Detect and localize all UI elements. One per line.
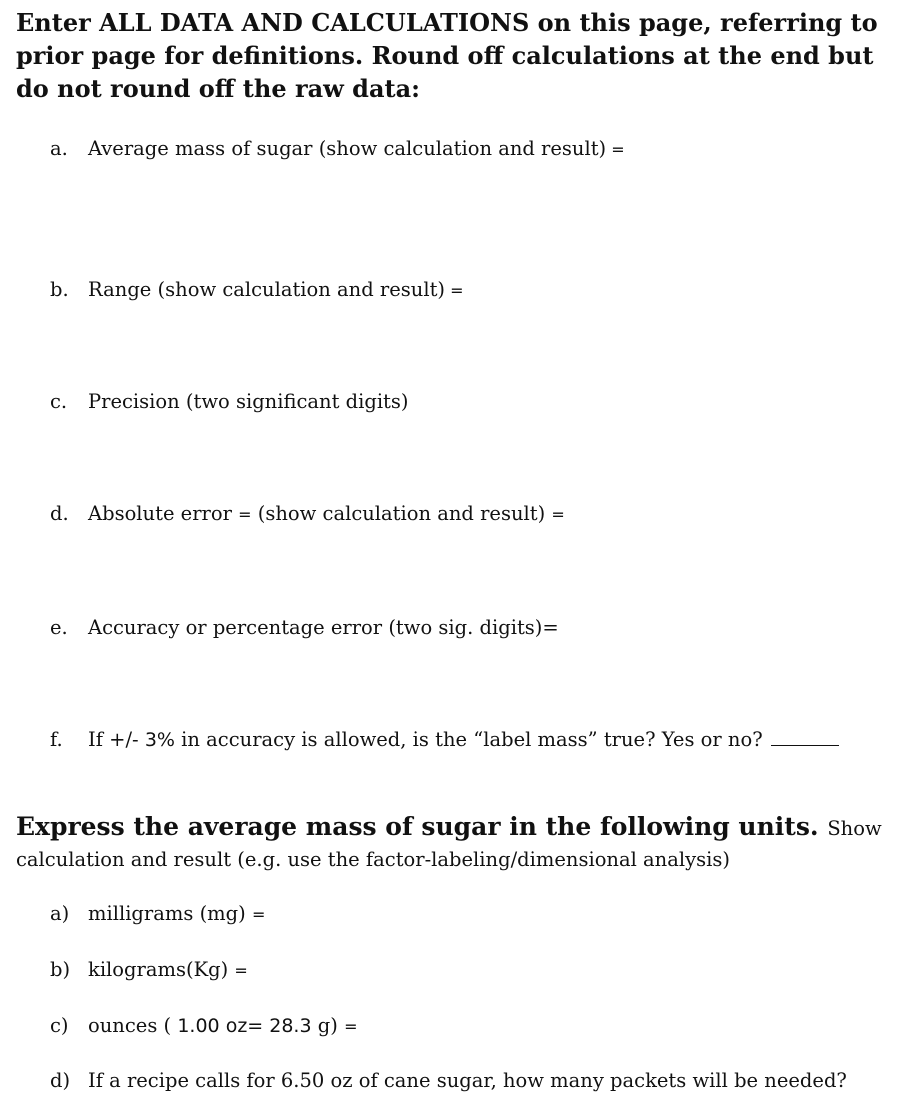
unit-conversion-section [16,810,884,874]
question-marker: a. [50,137,68,160]
question-marker: c) [50,1014,69,1037]
question-text: Average mass of sugar (show calculation and result) [88,137,607,160]
question-f [0,725,900,755]
question-marker: f. [50,728,63,751]
question-marker: b) [50,958,71,981]
question-text: milligrams (mg) [88,902,252,925]
section-title: Express the average mass of sugar in the following units. [16,812,819,841]
question-text: kilograms(Kg) [88,958,235,981]
unit-question-c [0,1011,900,1041]
unit-question-d [0,1066,900,1096]
question-marker: a) [50,902,70,925]
equals-sign: = [445,281,464,300]
equals-sign: = [251,905,266,924]
question-text-continued: (show calculation and result) [251,502,552,525]
equals-sign: = [344,1017,358,1036]
question-text: If a recipe calls for 6.50 oz of cane sugar, how many packets will be needed? [88,1069,847,1092]
question-marker: d) [50,1069,71,1092]
question-a [0,134,900,164]
question-c [0,387,900,417]
equals-sign: = [234,961,248,980]
question-marker: b. [50,278,69,301]
question-e [0,613,900,643]
question-b [0,275,900,305]
answer-blank[interactable] [771,741,839,746]
question-text-continued: in accuracy is allowed, is the “label mass” true? Yes or no? [174,728,763,751]
question-d [0,499,900,529]
equals-sign: = [606,140,625,159]
question-marker: c. [50,390,68,413]
unit-question-a [0,899,900,929]
section-instruction: Show [827,817,882,840]
equals-sign: = [238,505,252,524]
tolerance-value: 3% [144,729,175,751]
unit-question-b [0,955,900,985]
question-text: Accuracy or percentage error (two sig. digits)= [88,616,559,639]
question-text: Range (show calculation and result) [88,278,446,301]
question-text: ounces ( [88,1014,178,1037]
question-text-continued: g) [311,1014,345,1037]
question-text: Absolute error [88,502,239,525]
question-text: Precision (two significant digits) [88,390,409,413]
question-marker: e. [50,616,68,639]
page-heading: Enter ALL DATA AND CALCULATIONS on this page, referring to prior page for definitions. Round off calculations at the end but do not round off the raw data: [16,8,878,103]
section-instruction-line: calculation and result (e.g. use the factor-labeling/dimensional analysis) [16,848,730,871]
question-text: If +/- [88,728,145,751]
equals-sign: = [551,505,565,524]
question-marker: d. [50,502,69,525]
conversion-factor: 1.00 oz= 28.3 [177,1015,312,1037]
